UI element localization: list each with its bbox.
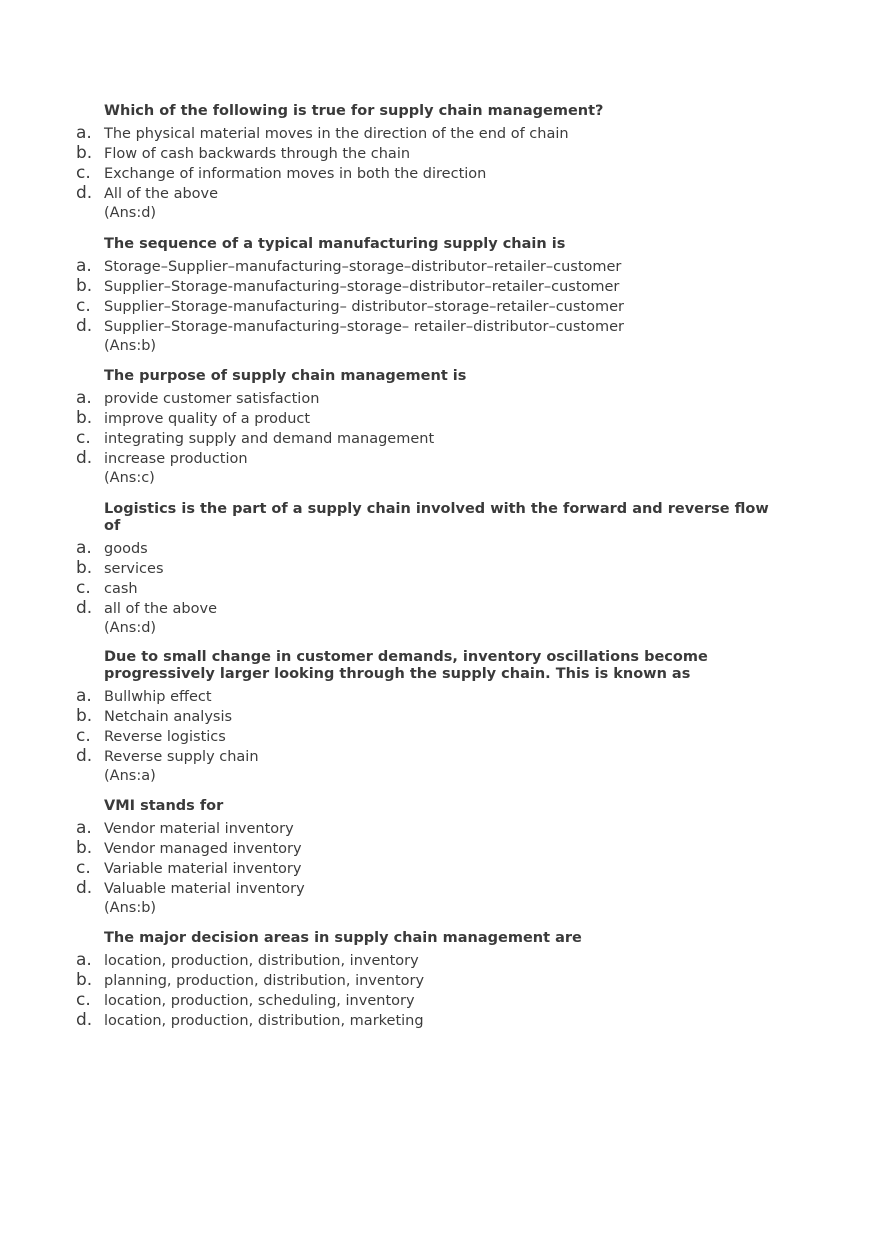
option-c [76,578,776,598]
question-2 [76,236,776,356]
option-list [76,686,776,766]
option-b [76,143,776,163]
option-b [76,408,776,428]
answer-text: (Ans:c) [104,470,155,486]
option-text: Reverse logistics [104,729,226,745]
option-a [76,686,776,706]
option-text: Netchain analysis [104,709,233,725]
question-text: Logistics is the part of a supply chain involved with the forward and reverse flow of [104,501,769,534]
option-list [76,123,776,203]
option-a [76,123,776,143]
option-c [76,163,776,183]
option-text: all of the above [104,601,218,617]
option-d [76,183,776,203]
option-text: Bullwhip effect [104,689,212,705]
option-c [76,726,776,746]
option-a [76,950,776,970]
option-letter: d. [76,448,93,468]
option-text: Exchange of information moves in both the direction [104,166,487,182]
question-text: The sequence of a typical manufacturing supply chain is [104,236,566,252]
answer-text: (Ans:b) [104,900,157,916]
option-d [76,316,776,336]
question-6 [76,798,776,918]
option-d [76,746,776,766]
option-letter: b. [76,706,93,726]
option-a [76,818,776,838]
option-letter: d. [76,878,93,898]
option-text: Reverse supply chain [104,749,259,765]
option-letter: d. [76,598,93,618]
option-letter: b. [76,838,93,858]
question-1 [76,103,776,223]
option-text: location, production, scheduling, inventory [104,993,415,1009]
option-text: provide customer satisfaction [104,391,320,407]
option-b [76,558,776,578]
option-text: All of the above [104,186,219,202]
question-text: Due to small change in customer demands, inventory oscillations become progressively larger looking through the supply chain. This is known as [104,649,708,682]
option-letter: c. [76,858,91,878]
option-text: planning, production, distribution, inventory [104,973,425,989]
option-letter: c. [76,163,91,183]
option-list [76,818,776,898]
option-text: Valuable material inventory [104,881,305,897]
option-list [76,388,776,468]
option-text: integrating supply and demand management [104,431,435,447]
option-b [76,838,776,858]
option-text: Storage–Supplier–manufacturing–storage–distributor–retailer–customer [104,259,622,275]
option-letter: b. [76,408,93,428]
option-letter: b. [76,143,93,163]
option-a [76,388,776,408]
option-letter: a. [76,256,92,276]
option-d [76,1010,776,1030]
question-4 [76,501,776,638]
option-letter: b. [76,558,93,578]
option-text: Supplier–Storage-manufacturing– distributor–storage–retailer–customer [104,299,624,315]
option-text: cash [104,581,138,597]
option-letter: c. [76,578,91,598]
option-text: Vendor managed inventory [104,841,302,857]
option-letter: a. [76,388,92,408]
option-text: Vendor material inventory [104,821,294,837]
option-letter: d. [76,316,93,336]
option-list [76,538,776,618]
question-text: The major decision areas in supply chain management are [104,930,582,946]
option-list [76,950,776,1030]
question-7 [76,930,776,1030]
option-text: location, production, distribution, inventory [104,953,419,969]
option-letter: a. [76,538,92,558]
answer-text: (Ans:d) [104,620,157,636]
question-3 [76,368,776,488]
option-text: Flow of cash backwards through the chain [104,146,411,162]
option-text: improve quality of a product [104,411,311,427]
option-text: Variable material inventory [104,861,302,877]
option-letter: a. [76,818,92,838]
option-letter: a. [76,686,92,706]
option-text: services [104,561,164,577]
question-5 [76,649,776,786]
option-d [76,448,776,468]
option-list [76,256,776,336]
question-text: The purpose of supply chain management is [104,368,467,384]
option-c [76,858,776,878]
question-text: VMI stands for [104,798,224,814]
question-text: Which of the following is true for supply chain management? [104,103,604,119]
option-c [76,428,776,448]
option-a [76,538,776,558]
option-text: increase production [104,451,248,467]
answer-text: (Ans:a) [104,768,156,784]
option-b [76,706,776,726]
option-letter: d. [76,1010,93,1030]
option-text: Supplier–Storage-manufacturing–storage– retailer–distributor–customer [104,319,624,335]
option-letter: c. [76,296,91,316]
option-letter: d. [76,183,93,203]
option-letter: c. [76,990,91,1010]
option-c [76,296,776,316]
answer-text: (Ans:d) [104,205,157,221]
option-a [76,256,776,276]
option-letter: b. [76,276,93,296]
option-c [76,990,776,1010]
option-letter: b. [76,970,93,990]
option-text: The physical material moves in the direction of the end of chain [104,126,569,142]
option-letter: d. [76,746,93,766]
option-d [76,878,776,898]
option-d [76,598,776,618]
option-letter: a. [76,123,92,143]
option-text: goods [104,541,148,557]
answer-text: (Ans:b) [104,338,157,354]
option-letter: c. [76,726,91,746]
option-b [76,970,776,990]
option-b [76,276,776,296]
option-letter: c. [76,428,91,448]
option-text: location, production, distribution, marketing [104,1013,424,1029]
option-letter: a. [76,950,92,970]
option-text: Supplier–Storage-manufacturing–storage–distributor–retailer–customer [104,279,620,295]
